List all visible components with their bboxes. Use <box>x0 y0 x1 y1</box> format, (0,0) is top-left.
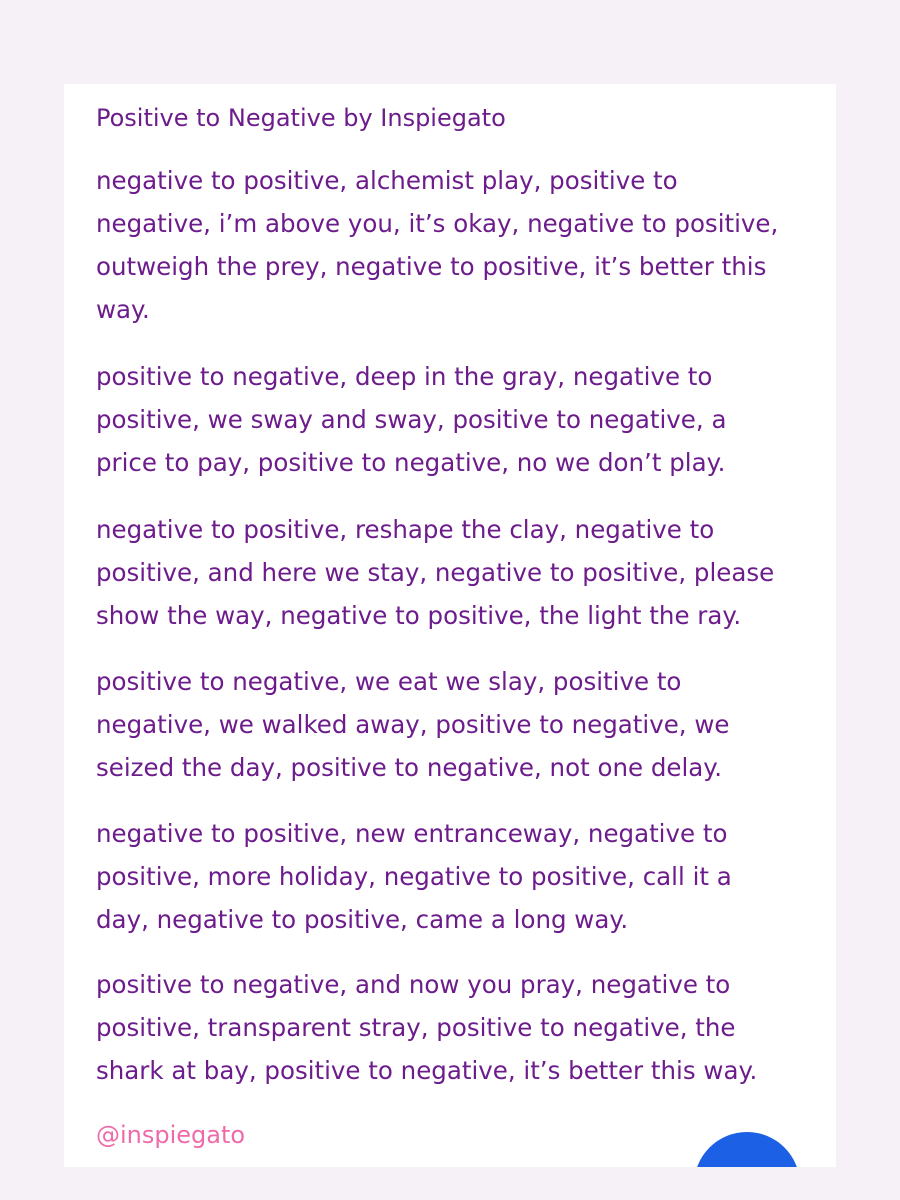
stanza <box>96 660 816 789</box>
floating-action-button[interactable] <box>694 1132 800 1167</box>
post-title: Positive to Negative by Inspiegato <box>96 104 506 132</box>
stanza-line: show the way, negative to positive, the light the ray. <box>96 601 742 630</box>
stanza-line: positive to negative, deep in the gray, negative to <box>96 362 713 391</box>
author-handle-link[interactable]: @inspiegato <box>96 1121 246 1149</box>
stanza-line: outweigh the prey, negative to positive, it’s better this <box>96 252 767 281</box>
stanza <box>96 812 816 941</box>
stanza-line: negative to positive, new entranceway, negative to <box>96 819 728 848</box>
stanza-line: day, negative to positive, came a long way. <box>96 905 629 934</box>
stanza-line: negative, i’m above you, it’s okay, negative to positive, <box>96 209 779 238</box>
post-card <box>64 84 836 1167</box>
stanza-line: positive, we sway and sway, positive to negative, a <box>96 405 727 434</box>
stanza <box>96 355 816 484</box>
stanza-line: way. <box>96 295 150 324</box>
stanza <box>96 508 816 637</box>
stanza-line: shark at bay, positive to negative, it’s better this way. <box>96 1056 758 1085</box>
stanza-line: seized the day, positive to negative, not one delay. <box>96 753 723 782</box>
stanza-line: positive to negative, and now you pray, negative to <box>96 970 731 999</box>
stanza-line: positive, more holiday, negative to positive, call it a <box>96 862 732 891</box>
stanza-line: price to pay, positive to negative, no we don’t play. <box>96 448 726 477</box>
stanza-line: negative to positive, reshape the clay, negative to <box>96 515 715 544</box>
stanza <box>96 159 816 331</box>
stanza-line: negative to positive, alchemist play, positive to <box>96 166 678 195</box>
stanza-line: negative, we walked away, positive to negative, we <box>96 710 730 739</box>
stanza-line: positive, and here we stay, negative to positive, please <box>96 558 775 587</box>
stanza-line: positive to negative, we eat we slay, positive to <box>96 667 682 696</box>
stanza-line: positive, transparent stray, positive to negative, the <box>96 1013 736 1042</box>
stanza <box>96 963 816 1092</box>
